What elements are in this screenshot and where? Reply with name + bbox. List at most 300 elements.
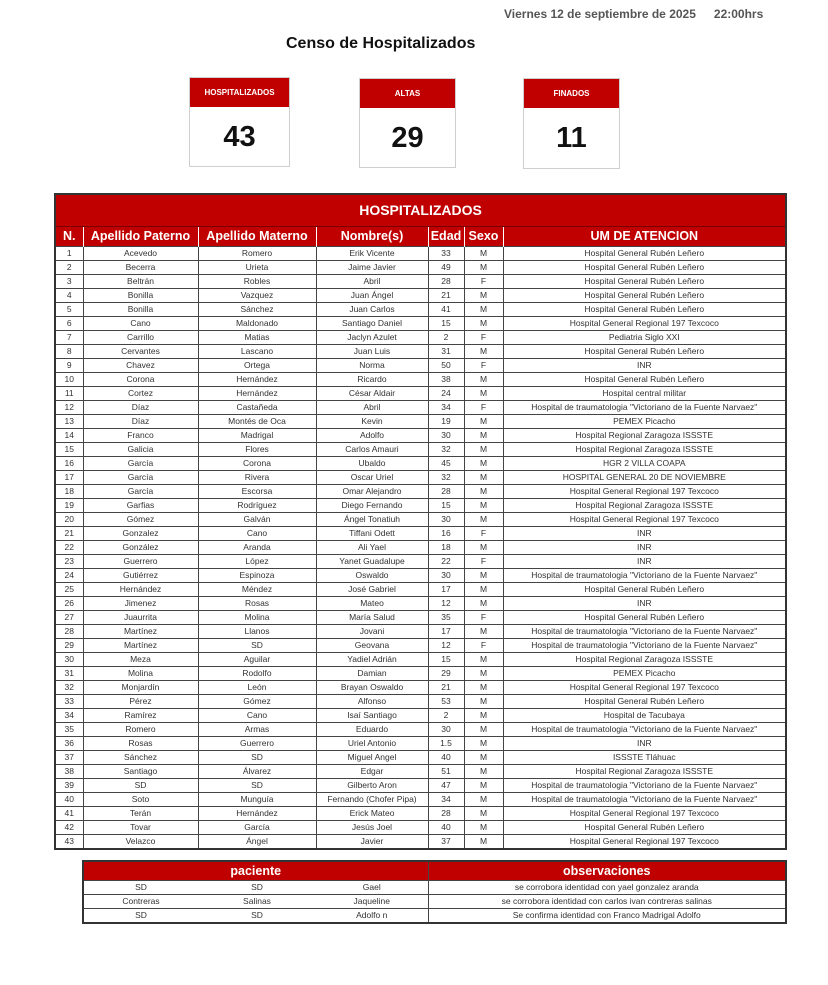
table-row xyxy=(55,316,786,330)
cell-edad: 21 xyxy=(428,680,464,694)
cell-edad: 34 xyxy=(428,400,464,414)
table-row xyxy=(55,246,786,260)
table-row xyxy=(55,442,786,456)
cell-number: 36 xyxy=(55,736,83,750)
cell-sexo: M xyxy=(464,582,503,596)
table-row xyxy=(55,792,786,806)
cell-nombre: Isaí Santiago xyxy=(316,708,428,722)
cell-apellido-paterno: Martínez xyxy=(83,638,198,652)
cell-sexo: F xyxy=(464,638,503,652)
cell-edad: 30 xyxy=(428,428,464,442)
cell-nombre: Mateo xyxy=(316,596,428,610)
cell-apellido-paterno: Sánchez xyxy=(83,750,198,764)
table-row xyxy=(55,288,786,302)
cell-apellido-materno: Rodolfo xyxy=(198,666,316,680)
cell-apellido-materno: Espinoza xyxy=(198,568,316,582)
cell-apellido-paterno: Santiago xyxy=(83,764,198,778)
cell-apellido-materno: Hernández xyxy=(198,386,316,400)
cell-nombre: Jaclyn Azulet xyxy=(316,330,428,344)
cell-sexo: M xyxy=(464,484,503,498)
cell-um-atencion: Hospital General Rubén Leñero xyxy=(503,274,786,288)
cell-um-atencion: Hospital de traumatologia "Victoriano de la Fuente Narvaez" xyxy=(503,400,786,414)
table-row xyxy=(55,470,786,484)
cell-apellido-paterno: Martínez xyxy=(83,624,198,638)
cell-edad: 30 xyxy=(428,512,464,526)
cell-edad: 30 xyxy=(428,722,464,736)
observation-row xyxy=(83,894,786,908)
cell-edad: 15 xyxy=(428,498,464,512)
cell-nombre: Ubaldo xyxy=(316,456,428,470)
cell-apellido-paterno: Garfias xyxy=(83,498,198,512)
table-row xyxy=(55,554,786,568)
summary-card-label: HOSPITALIZADOS xyxy=(190,78,289,107)
cell-nombre: Adolfo n xyxy=(316,908,428,923)
cell-apellido-materno: Lascano xyxy=(198,344,316,358)
cell-apellido-materno: Cano xyxy=(198,708,316,722)
cell-edad: 12 xyxy=(428,596,464,610)
table-row xyxy=(55,694,786,708)
cell-observacion: Se confirma identidad con Franco Madrigal Adolfo xyxy=(428,908,786,923)
cell-apellido-paterno: Cervantes xyxy=(83,344,198,358)
cell-um-atencion: Hospital de traumatologia "Victoriano de la Fuente Narvaez" xyxy=(503,638,786,652)
cell-number: 19 xyxy=(55,498,83,512)
cell-apellido-materno: Flores xyxy=(198,442,316,456)
cell-apellido-paterno: Bonilla xyxy=(83,288,198,302)
cell-number: 23 xyxy=(55,554,83,568)
cell-nombre: Miguel Angel xyxy=(316,750,428,764)
cell-number: 16 xyxy=(55,456,83,470)
cell-um-atencion: Hospital General Rubén Leñero xyxy=(503,610,786,624)
cell-number: 34 xyxy=(55,708,83,722)
cell-apellido-materno: León xyxy=(198,680,316,694)
cell-um-atencion: Pediatria Siglo XXI xyxy=(503,330,786,344)
cell-apellido-materno: SD xyxy=(198,880,316,894)
cell-apellido-materno: Vazquez xyxy=(198,288,316,302)
cell-sexo: F xyxy=(464,554,503,568)
cell-apellido-materno: SD xyxy=(198,778,316,792)
cell-um-atencion: INR xyxy=(503,736,786,750)
cell-um-atencion: HGR 2 VILLA COAPA xyxy=(503,456,786,470)
cell-number: 35 xyxy=(55,722,83,736)
cell-apellido-paterno: Díaz xyxy=(83,400,198,414)
cell-sexo: F xyxy=(464,358,503,372)
cell-edad: 40 xyxy=(428,820,464,834)
table-row xyxy=(55,526,786,540)
cell-apellido-materno: Montés de Oca xyxy=(198,414,316,428)
observations-header-row xyxy=(83,861,786,880)
cell-nombre: Gilberto Aron xyxy=(316,778,428,792)
cell-number: 28 xyxy=(55,624,83,638)
cell-um-atencion: Hospital de traumatologia "Victoriano de la Fuente Narvaez" xyxy=(503,568,786,582)
cell-nombre: Jesús Joel xyxy=(316,820,428,834)
cell-um-atencion: INR xyxy=(503,540,786,554)
cell-apellido-paterno: González xyxy=(83,540,198,554)
cell-nombre: José Gabriel xyxy=(316,582,428,596)
cell-apellido-materno: SD xyxy=(198,750,316,764)
cell-number: 12 xyxy=(55,400,83,414)
cell-sexo: F xyxy=(464,610,503,624)
cell-number: 26 xyxy=(55,596,83,610)
cell-edad: 50 xyxy=(428,358,464,372)
cell-edad: 12 xyxy=(428,638,464,652)
cell-nombre: Alfonso xyxy=(316,694,428,708)
cell-sexo: M xyxy=(464,722,503,736)
cell-number: 14 xyxy=(55,428,83,442)
page-title: Censo de Hospitalizados xyxy=(286,35,476,52)
cell-apellido-paterno: Romero xyxy=(83,722,198,736)
cell-apellido-materno: Matias xyxy=(198,330,316,344)
cell-nombre: Javier xyxy=(316,834,428,849)
cell-nombre: Edgar xyxy=(316,764,428,778)
cell-sexo: M xyxy=(464,820,503,834)
cell-nombre: Norma xyxy=(316,358,428,372)
cell-sexo: F xyxy=(464,400,503,414)
cell-um-atencion: Hospital General Rubén Leñero xyxy=(503,260,786,274)
summary-card-label: ALTAS xyxy=(360,79,455,108)
observation-row xyxy=(83,908,786,923)
cell-apellido-paterno: Soto xyxy=(83,792,198,806)
cell-apellido-paterno: Tovar xyxy=(83,820,198,834)
table-row xyxy=(55,568,786,582)
cell-um-atencion: Hospital central militar xyxy=(503,386,786,400)
cell-edad: 16 xyxy=(428,526,464,540)
cell-sexo: F xyxy=(464,526,503,540)
cell-um-atencion: Hospital General Regional 197 Texcoco xyxy=(503,316,786,330)
cell-apellido-materno: Molina xyxy=(198,610,316,624)
cell-sexo: M xyxy=(464,778,503,792)
summary-card-hospitalizados xyxy=(189,77,290,167)
cell-apellido-materno: SD xyxy=(198,638,316,652)
cell-sexo: M xyxy=(464,540,503,554)
cell-apellido-paterno: Monjardín xyxy=(83,680,198,694)
table-title-row xyxy=(55,194,786,226)
table-row xyxy=(55,274,786,288)
cell-um-atencion: Hospital General Rubén Leñero xyxy=(503,302,786,316)
cell-edad: 28 xyxy=(428,806,464,820)
cell-um-atencion: Hospital de Tacubaya xyxy=(503,708,786,722)
cell-apellido-materno: Galván xyxy=(198,512,316,526)
cell-apellido-materno: Méndez xyxy=(198,582,316,596)
table-body xyxy=(55,246,786,849)
cell-sexo: M xyxy=(464,736,503,750)
column-header-nombre: Nombre(s) xyxy=(316,226,428,246)
cell-apellido-paterno: Ramírez xyxy=(83,708,198,722)
column-header-apellido-materno: Apellido Materno xyxy=(198,226,316,246)
cell-edad: 31 xyxy=(428,344,464,358)
cell-number: 11 xyxy=(55,386,83,400)
cell-number: 4 xyxy=(55,288,83,302)
cell-number: 33 xyxy=(55,694,83,708)
cell-um-atencion: Hospital General Regional 197 Texcoco xyxy=(503,484,786,498)
cell-edad: 15 xyxy=(428,316,464,330)
cell-apellido-materno: Hernández xyxy=(198,372,316,386)
cell-apellido-materno: Salinas xyxy=(198,894,316,908)
cell-apellido-materno: Sánchez xyxy=(198,302,316,316)
cell-number: 21 xyxy=(55,526,83,540)
cell-um-atencion: Hospital General Rubén Leñero xyxy=(503,288,786,302)
cell-sexo: M xyxy=(464,834,503,849)
column-header-um-atencion: UM DE ATENCION xyxy=(503,226,786,246)
cell-nombre: Yadiel Adrián xyxy=(316,652,428,666)
cell-sexo: M xyxy=(464,470,503,484)
cell-number: 24 xyxy=(55,568,83,582)
table-row xyxy=(55,834,786,849)
cell-number: 29 xyxy=(55,638,83,652)
table-row xyxy=(55,652,786,666)
table-row xyxy=(55,596,786,610)
table-header-row xyxy=(55,226,786,246)
report-date: Viernes 12 de septiembre de 2025 xyxy=(504,7,696,21)
table-row xyxy=(55,428,786,442)
cell-nombre: Erick Mateo xyxy=(316,806,428,820)
cell-sexo: M xyxy=(464,386,503,400)
cell-sexo: M xyxy=(464,694,503,708)
cell-apellido-paterno: SD xyxy=(83,778,198,792)
cell-sexo: M xyxy=(464,750,503,764)
cell-edad: 41 xyxy=(428,302,464,316)
cell-um-atencion: Hospital de traumatologia "Victoriano de la Fuente Narvaez" xyxy=(503,722,786,736)
table-row xyxy=(55,456,786,470)
cell-apellido-paterno: Pérez xyxy=(83,694,198,708)
cell-apellido-paterno: Chavez xyxy=(83,358,198,372)
cell-nombre: Kevin xyxy=(316,414,428,428)
cell-um-atencion: Hospital General Rubén Leñero xyxy=(503,582,786,596)
cell-number: 32 xyxy=(55,680,83,694)
cell-apellido-materno: Aranda xyxy=(198,540,316,554)
cell-um-atencion: Hospital General Regional 197 Texcoco xyxy=(503,834,786,849)
cell-edad: 37 xyxy=(428,834,464,849)
table-row xyxy=(55,330,786,344)
cell-number: 20 xyxy=(55,512,83,526)
cell-um-atencion: HOSPITAL GENERAL 20 DE NOVIEMBRE xyxy=(503,470,786,484)
cell-nombre: Abril xyxy=(316,274,428,288)
cell-edad: 17 xyxy=(428,582,464,596)
table-row xyxy=(55,764,786,778)
cell-apellido-materno: Álvarez xyxy=(198,764,316,778)
cell-apellido-paterno: Gómez xyxy=(83,512,198,526)
summary-card-finados xyxy=(523,78,620,169)
cell-number: 22 xyxy=(55,540,83,554)
cell-um-atencion: Hospital General Rubén Leñero xyxy=(503,820,786,834)
column-header-edad: Edad xyxy=(428,226,464,246)
cell-sexo: F xyxy=(464,330,503,344)
cell-apellido-materno: Aguilar xyxy=(198,652,316,666)
table-row xyxy=(55,386,786,400)
cell-sexo: M xyxy=(464,806,503,820)
cell-apellido-paterno: Rosas xyxy=(83,736,198,750)
cell-apellido-paterno: Gutiérrez xyxy=(83,568,198,582)
cell-um-atencion: Hospital General Regional 197 Texcoco xyxy=(503,680,786,694)
cell-apellido-materno: López xyxy=(198,554,316,568)
cell-um-atencion: Hospital General Rubén Leñero xyxy=(503,246,786,260)
cell-nombre: Juan Carlos xyxy=(316,302,428,316)
cell-sexo: M xyxy=(464,246,503,260)
observation-row xyxy=(83,880,786,894)
table-row xyxy=(55,736,786,750)
cell-um-atencion: INR xyxy=(503,596,786,610)
table-row xyxy=(55,778,786,792)
cell-nombre: Ángel Tonatiuh xyxy=(316,512,428,526)
cell-nombre: Santiago Daniel xyxy=(316,316,428,330)
cell-apellido-materno: Munguía xyxy=(198,792,316,806)
cell-apellido-paterno: Corona xyxy=(83,372,198,386)
cell-sexo: F xyxy=(464,274,503,288)
cell-um-atencion: Hospital Regional Zaragoza ISSSTE xyxy=(503,498,786,512)
cell-nombre: Geovana xyxy=(316,638,428,652)
cell-sexo: M xyxy=(464,372,503,386)
cell-edad: 53 xyxy=(428,694,464,708)
cell-sexo: M xyxy=(464,666,503,680)
table-row xyxy=(55,624,786,638)
cell-apellido-paterno: Molina xyxy=(83,666,198,680)
cell-number: 9 xyxy=(55,358,83,372)
cell-apellido-paterno: Cortez xyxy=(83,386,198,400)
cell-number: 2 xyxy=(55,260,83,274)
cell-sexo: M xyxy=(464,428,503,442)
cell-edad: 47 xyxy=(428,778,464,792)
cell-edad: 21 xyxy=(428,288,464,302)
cell-sexo: M xyxy=(464,302,503,316)
cell-edad: 49 xyxy=(428,260,464,274)
cell-number: 43 xyxy=(55,834,83,849)
table-row xyxy=(55,358,786,372)
cell-edad: 19 xyxy=(428,414,464,428)
cell-sexo: M xyxy=(464,568,503,582)
cell-edad: 2 xyxy=(428,330,464,344)
cell-um-atencion: PEMEX Picacho xyxy=(503,414,786,428)
cell-nombre: Jovani xyxy=(316,624,428,638)
cell-apellido-materno: Castañeda xyxy=(198,400,316,414)
cell-number: 17 xyxy=(55,470,83,484)
cell-apellido-paterno: Cano xyxy=(83,316,198,330)
cell-um-atencion: Hospital de traumatologia "Victoriano de la Fuente Narvaez" xyxy=(503,792,786,806)
cell-apellido-paterno: Contreras xyxy=(83,894,198,908)
cell-nombre: Gael xyxy=(316,880,428,894)
cell-apellido-paterno: García xyxy=(83,470,198,484)
cell-apellido-paterno: García xyxy=(83,456,198,470)
cell-observacion: se corrobora identidad con yael gonzalez aranda xyxy=(428,880,786,894)
cell-sexo: M xyxy=(464,442,503,456)
table-row xyxy=(55,540,786,554)
table-row xyxy=(55,722,786,736)
cell-number: 27 xyxy=(55,610,83,624)
cell-number: 8 xyxy=(55,344,83,358)
cell-number: 30 xyxy=(55,652,83,666)
cell-apellido-paterno: Beltrán xyxy=(83,274,198,288)
cell-nombre: Fernando (Chofer Pipa) xyxy=(316,792,428,806)
cell-number: 41 xyxy=(55,806,83,820)
cell-um-atencion: PEMEX Picacho xyxy=(503,666,786,680)
cell-nombre: Oscar Uriel xyxy=(316,470,428,484)
cell-sexo: M xyxy=(464,652,503,666)
cell-apellido-materno: Cano xyxy=(198,526,316,540)
cell-edad: 38 xyxy=(428,372,464,386)
cell-um-atencion: INR xyxy=(503,554,786,568)
cell-um-atencion: Hospital de traumatologia "Victoriano de la Fuente Narvaez" xyxy=(503,624,786,638)
cell-um-atencion: Hospital Regional Zaragoza ISSSTE xyxy=(503,764,786,778)
column-header-paciente: paciente xyxy=(83,861,428,880)
cell-apellido-paterno: Galicia xyxy=(83,442,198,456)
summary-card-value: 29 xyxy=(391,122,424,154)
cell-sexo: M xyxy=(464,498,503,512)
cell-nombre: Diego Fernando xyxy=(316,498,428,512)
table-row xyxy=(55,512,786,526)
cell-nombre: Omar Alejandro xyxy=(316,484,428,498)
cell-um-atencion: INR xyxy=(503,526,786,540)
cell-sexo: M xyxy=(464,708,503,722)
cell-um-atencion: INR xyxy=(503,358,786,372)
cell-edad: 1.5 xyxy=(428,736,464,750)
cell-edad: 17 xyxy=(428,624,464,638)
cell-nombre: Juan Luis xyxy=(316,344,428,358)
cell-sexo: M xyxy=(464,792,503,806)
cell-nombre: Jaqueline xyxy=(316,894,428,908)
table-row xyxy=(55,302,786,316)
cell-apellido-paterno: García xyxy=(83,484,198,498)
cell-edad: 32 xyxy=(428,470,464,484)
cell-sexo: M xyxy=(464,456,503,470)
observations-body xyxy=(83,880,786,923)
cell-sexo: M xyxy=(464,512,503,526)
cell-edad: 28 xyxy=(428,484,464,498)
cell-observacion: se corrobora identidad con carlos ivan contreras salinas xyxy=(428,894,786,908)
table-row xyxy=(55,820,786,834)
cell-number: 13 xyxy=(55,414,83,428)
cell-number: 5 xyxy=(55,302,83,316)
table-row xyxy=(55,260,786,274)
table-title: HOSPITALIZADOS xyxy=(55,194,786,226)
cell-nombre: Eduardo xyxy=(316,722,428,736)
cell-edad: 28 xyxy=(428,274,464,288)
cell-um-atencion: Hospital General Rubén Leñero xyxy=(503,694,786,708)
summary-card-altas xyxy=(359,78,456,168)
cell-apellido-materno: Rivera xyxy=(198,470,316,484)
observations-table xyxy=(82,860,787,924)
cell-apellido-materno: Gómez xyxy=(198,694,316,708)
cell-nombre: Adolfo xyxy=(316,428,428,442)
cell-apellido-materno: Hernández xyxy=(198,806,316,820)
cell-apellido-paterno: Acevedo xyxy=(83,246,198,260)
cell-nombre: Oswaldo xyxy=(316,568,428,582)
cell-edad: 24 xyxy=(428,386,464,400)
cell-nombre: Carlos Amauri xyxy=(316,442,428,456)
cell-edad: 18 xyxy=(428,540,464,554)
cell-um-atencion: Hospital Regional Zaragoza ISSSTE xyxy=(503,428,786,442)
cell-nombre: Uriel Antonio xyxy=(316,736,428,750)
column-header-number: N. xyxy=(55,226,83,246)
cell-number: 39 xyxy=(55,778,83,792)
cell-edad: 32 xyxy=(428,442,464,456)
cell-sexo: M xyxy=(464,764,503,778)
cell-apellido-materno: Ortega xyxy=(198,358,316,372)
cell-nombre: Damian xyxy=(316,666,428,680)
cell-apellido-paterno: Carrillo xyxy=(83,330,198,344)
cell-apellido-materno: Llanos xyxy=(198,624,316,638)
cell-um-atencion: Hospital General Rubén Leñero xyxy=(503,344,786,358)
cell-apellido-materno: Ángel xyxy=(198,834,316,849)
cell-sexo: M xyxy=(464,596,503,610)
cell-edad: 2 xyxy=(428,708,464,722)
cell-nombre: Ali Yael xyxy=(316,540,428,554)
cell-sexo: M xyxy=(464,316,503,330)
cell-nombre: Brayan Oswaldo xyxy=(316,680,428,694)
cell-apellido-paterno: Juaurrita xyxy=(83,610,198,624)
cell-apellido-paterno: Jimenez xyxy=(83,596,198,610)
cell-number: 10 xyxy=(55,372,83,386)
cell-sexo: M xyxy=(464,288,503,302)
cell-nombre: María Salud xyxy=(316,610,428,624)
cell-sexo: M xyxy=(464,624,503,638)
